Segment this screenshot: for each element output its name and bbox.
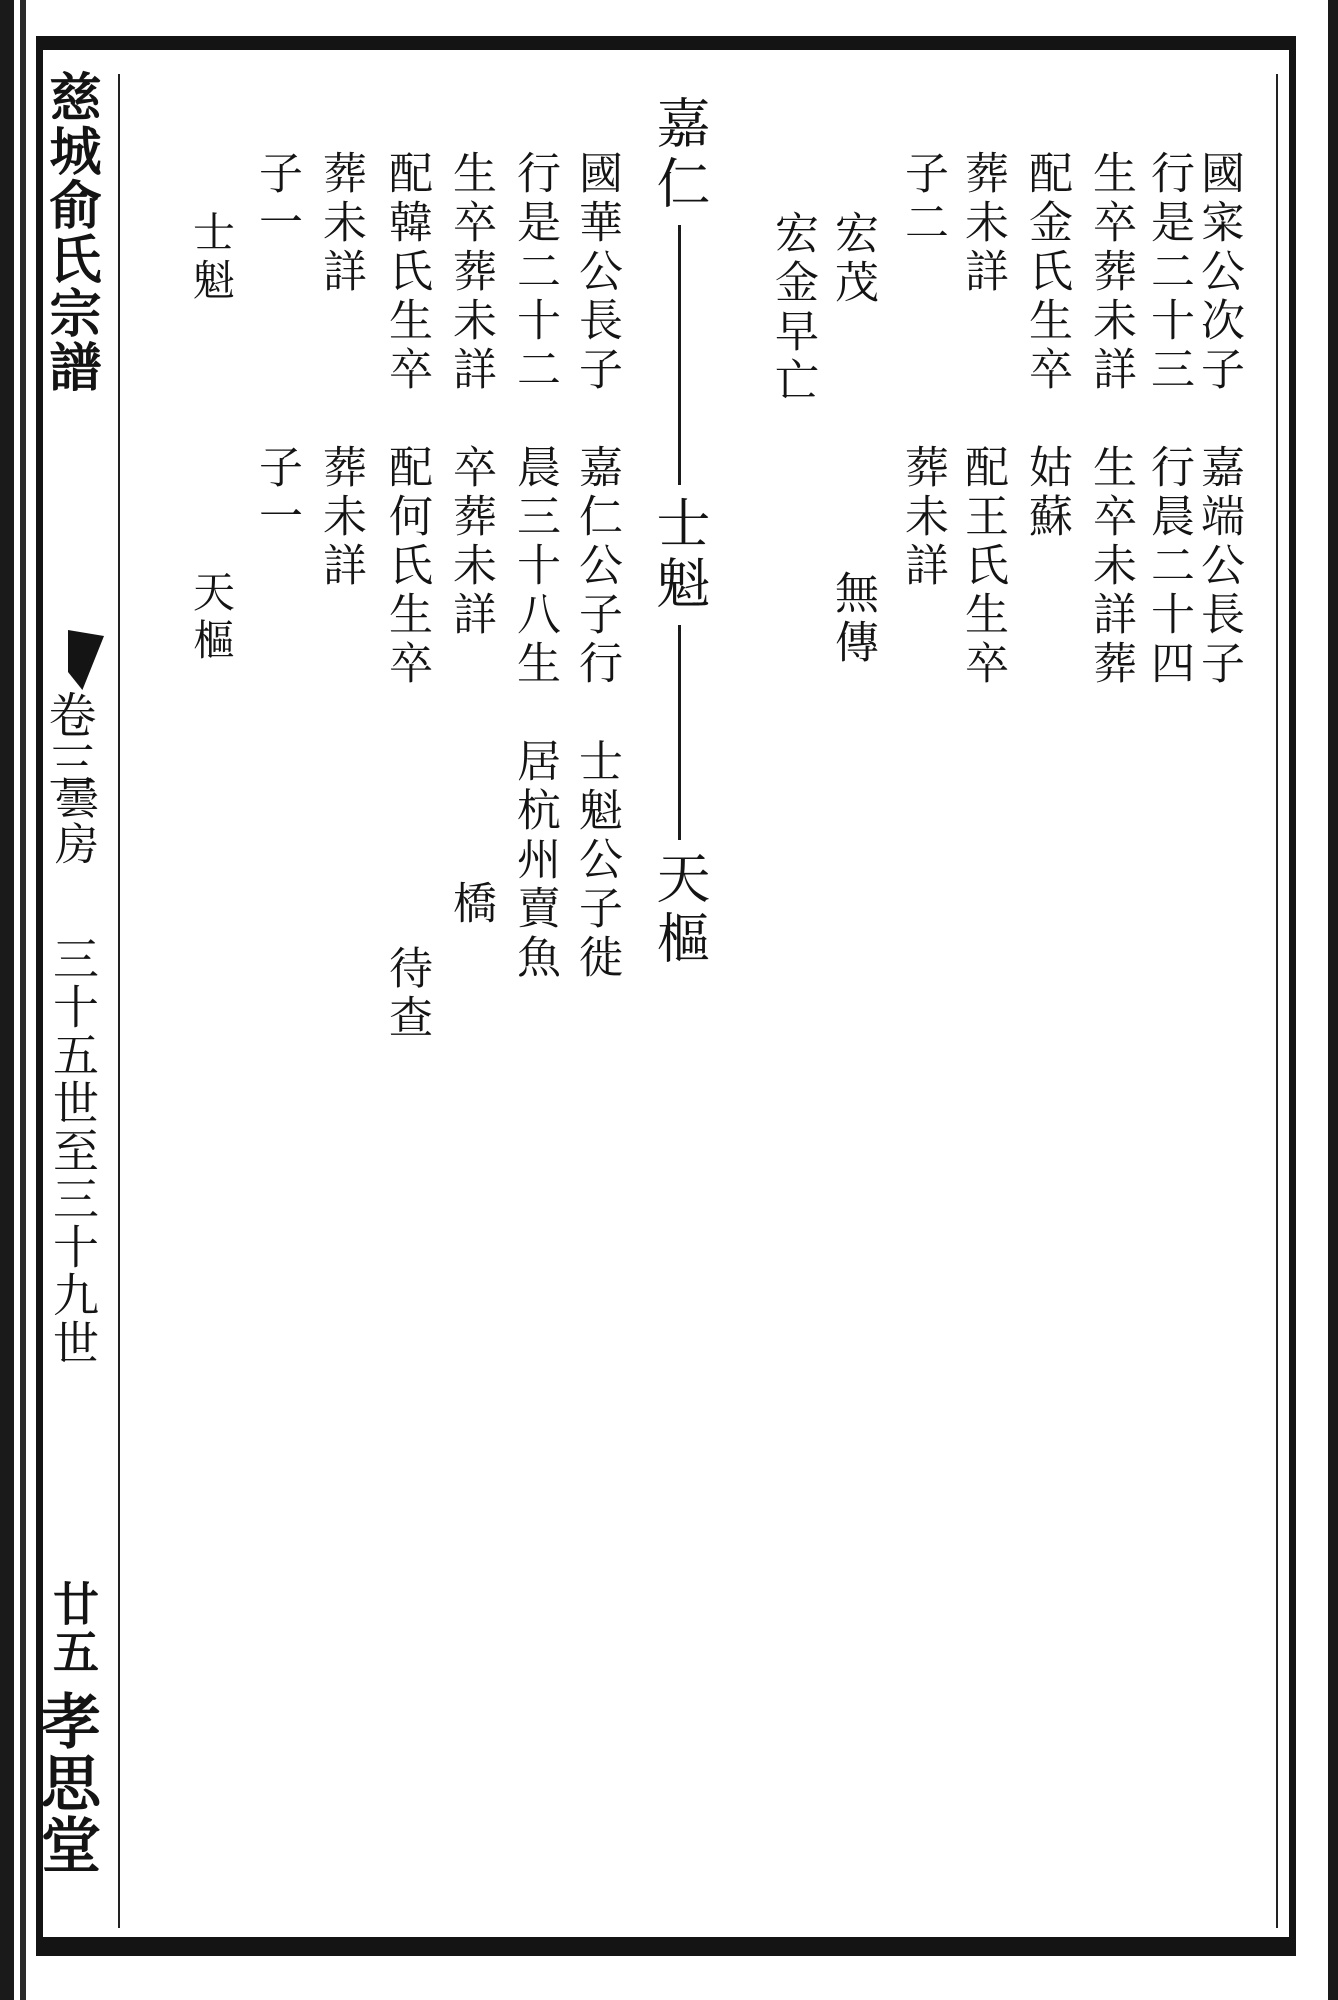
entry-column: 配金氏生卒 姑蘇 — [1021, 150, 1072, 542]
page-edge-shadow — [0, 0, 14, 2000]
entry-column: 葬未詳 配王氏生卒 — [957, 150, 1008, 689]
entry-column: 葬未詳 葬未詳 — [315, 150, 366, 591]
entry-column: 國寀公次子 嘉端公長子 — [1193, 150, 1244, 689]
person-name: 士魁 — [648, 495, 711, 615]
entry-column: 配韓氏生卒 配何氏生卒 — [381, 150, 432, 689]
entry-column: 待查 — [381, 945, 432, 1043]
lineage-line — [678, 625, 681, 840]
page-edge-right — [1328, 0, 1338, 2000]
top-border-band — [36, 40, 1296, 50]
branch-section: 曇房 — [47, 775, 98, 867]
hall-name: 孝思堂 — [31, 1690, 101, 1876]
entry-column: 生卒葬未詳 卒葬未詳 — [445, 150, 496, 640]
page-edge-shadow — [20, 0, 26, 2000]
entry-column: 天樞 — [187, 570, 236, 666]
entry-column: 宏茂 — [827, 210, 878, 308]
entry-column: 生卒葬未詳 生卒未詳葬 — [1085, 150, 1136, 689]
book-title: 慈城俞氏宗譜 — [40, 70, 101, 394]
page-number: 廿五 — [46, 1580, 100, 1676]
bottom-border-band — [36, 1937, 1296, 1951]
entry-column: 行是二十三 行晨二十四 — [1143, 150, 1194, 689]
entry-column: 國華公長子 嘉仁公子行 士魁公子徙 — [571, 150, 622, 983]
entry-column: 士魁 — [187, 210, 236, 306]
person-name: 嘉仁 — [648, 95, 711, 215]
entry-column: 行是二十二 晨三十八生 居杭州賣魚 — [509, 150, 560, 983]
entry-column: 子一 子一 — [251, 150, 302, 542]
lineage-line — [678, 225, 681, 485]
entry-column: 無傳 — [827, 570, 878, 668]
entry-column: 橋 — [445, 880, 496, 929]
generation-range: 三十五世至三十九世 — [46, 935, 100, 1367]
entry-column: 宏金早亡 — [767, 210, 818, 406]
person-name: 天樞 — [648, 850, 711, 970]
volume-label: 卷三 — [40, 690, 96, 790]
entry-column: 子二 葬未詳 — [897, 150, 948, 591]
